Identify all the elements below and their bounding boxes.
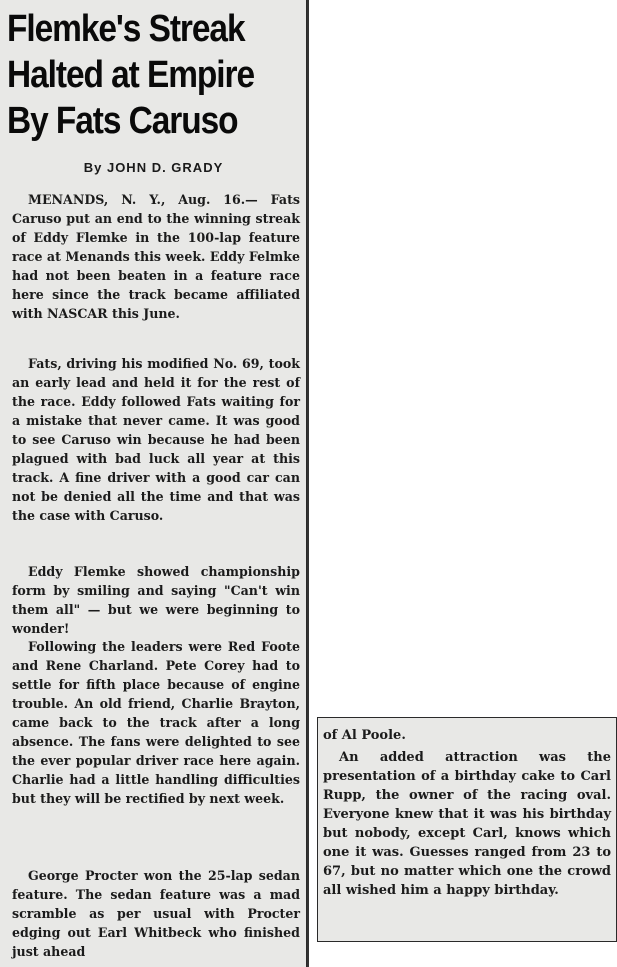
byline: By JOHN D. GRADY — [83, 160, 224, 175]
article-paragraph — [12, 866, 300, 961]
main-clipping — [0, 0, 307, 967]
paragraph-text: Eddy Flemke showed championship form by smiling and saying "Can't win them all" — but we were beginning to wonder! — [12, 564, 300, 636]
article-paragraph — [12, 637, 300, 808]
article-paragraph — [12, 354, 300, 525]
continuation-line — [323, 726, 611, 745]
continuation-clipping — [317, 717, 617, 942]
column-divider — [307, 0, 309, 967]
headline — [7, 6, 264, 144]
headline-line-1: Flemke's Streak — [7, 8, 245, 50]
article-paragraph — [12, 190, 300, 323]
continuation-text: An added attraction was the presentation of a birthday cake to Carl Rupp, the owner of the racing oval. Everyone knew that it was his birthday but nobody, except Carl, knows which one it was. Guesses ranged from 23 to 67, but no matter which one the crowd all wished him a happy birthday. — [323, 750, 611, 898]
headline-line-3: By Fats Caruso — [7, 100, 238, 142]
paragraph-text: MENANDS, N. Y., Aug. 16.— Fats Caruso put an end to the winning streak of Eddy Flemke in the 100-lap feature race at Menands this week. Eddy Felmke had not been beaten in a feature race here since the track became affiliated with NASCAR this June. — [12, 192, 300, 321]
paragraph-text: Fats, driving his modified No. 69, took an early lead and held it for the rest of the race. Eddy followed Fats waiting for a mistake that never came. It was good to see Caruso win because he had been plagued with bad luck all year at this track. A fine driver with a good car can not be denied all the time and that was the case with Caruso. — [12, 356, 300, 523]
headline-line-2: Halted at Empire — [7, 54, 254, 96]
continuation-text: of Al Poole. — [323, 728, 406, 743]
paragraph-text: George Procter won the 25-lap sedan feature. The sedan feature was a mad scramble as per usual with Procter edging out Earl Whitbeck who finished just ahead — [12, 868, 300, 959]
article-paragraph — [12, 562, 300, 638]
continuation-paragraph — [323, 748, 611, 900]
paragraph-text: Following the leaders were Red Foote and Rene Charland. Pete Corey had to settle for fifth place because of engine trouble. An old friend, Charlie Brayton, came back to the track after a long absence. The fans were delighted to see the ever popular driver race here again. Charlie had a little handling difficulties but they will be rectified by next week. — [12, 639, 300, 806]
